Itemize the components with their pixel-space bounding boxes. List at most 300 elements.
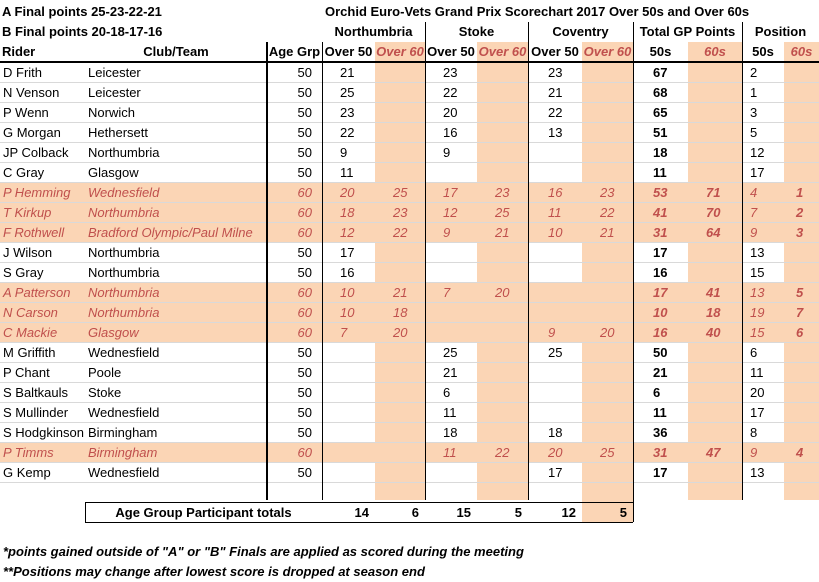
cell-rider: D Frith [3, 65, 42, 80]
header-bottom-border [0, 61, 819, 63]
cell-n50 [322, 343, 375, 363]
cell-rider: JP Colback [3, 145, 69, 160]
cell-t50: 31 [653, 445, 668, 460]
cell-c50 [528, 403, 582, 423]
table-row [0, 363, 819, 383]
table-row [0, 463, 819, 483]
cell-club: Northumbria [88, 265, 160, 280]
cell-c50 [528, 303, 582, 323]
cell-n60 [375, 363, 425, 383]
cell-rider: S Hodgkinson [3, 425, 84, 440]
cell-t50: 50 [653, 345, 668, 360]
cell-n50: 10 [340, 305, 355, 320]
age-grp-header: Age Grp [268, 44, 321, 59]
cell-c60 [582, 103, 633, 123]
cell-p60 [784, 403, 819, 423]
cell-n50 [322, 423, 375, 443]
table-row [0, 343, 819, 363]
cell-t50: 17 [653, 285, 668, 300]
cell-c60 [582, 343, 633, 363]
cell-p50: 1 [750, 85, 758, 100]
cell-n60 [375, 263, 425, 283]
cell-rider: P Hemming [3, 185, 71, 200]
total-60s-header: 60s [704, 44, 726, 59]
cell-p60 [784, 343, 819, 363]
cell-s50: 11 [443, 405, 457, 420]
cell-s50: 18 [443, 425, 458, 440]
totals-stoke-50: 15 [456, 505, 471, 520]
cell-p60: 7 [796, 305, 804, 320]
cell-n50: 23 [340, 105, 355, 120]
cell-t60 [688, 363, 742, 383]
cell-s50 [425, 263, 477, 283]
cell-rider: N Carson [3, 305, 58, 320]
table-row [0, 303, 819, 323]
cell-p60: 6 [796, 325, 804, 340]
cell-t50: 65 [653, 105, 668, 120]
cell-age: 50 [297, 145, 312, 160]
cell-rider: T Kirkup [3, 205, 52, 220]
cell-club: Wednesfield [88, 345, 160, 360]
cell-c50: 18 [548, 425, 563, 440]
cell-c60: 21 [600, 225, 615, 240]
cell-c50: 25 [548, 345, 563, 360]
cell-t60 [688, 83, 742, 103]
cell-n50: 25 [340, 85, 355, 100]
venue-divider-3 [633, 22, 634, 522]
cell-club: Leicester [88, 85, 141, 100]
cell-s50: 16 [443, 125, 458, 140]
cell-s60 [477, 363, 528, 383]
table-row [0, 323, 819, 343]
cell-s50: 12 [443, 205, 458, 220]
cell-club: Northumbria [88, 285, 160, 300]
header-row-1 [0, 2, 819, 22]
cell-s60 [477, 263, 528, 283]
cell-t60 [688, 163, 742, 183]
cell-s60 [477, 343, 528, 363]
header-row-3 [0, 42, 819, 62]
cell-t50: 51 [653, 125, 668, 140]
cell-s60: 25 [495, 205, 510, 220]
table-row [0, 103, 819, 123]
cell-t60: 70 [706, 205, 721, 220]
cell-age: 50 [297, 365, 312, 380]
cell-t50: 17 [653, 245, 668, 260]
cell-s50: 20 [443, 105, 458, 120]
cell-s60: 20 [495, 285, 510, 300]
cell-club: Birmingham [88, 445, 158, 460]
cell-p50: 7 [750, 205, 758, 220]
cell-c60 [582, 143, 633, 163]
cell-t50: 17 [653, 465, 668, 480]
cell-p50: 2 [750, 65, 758, 80]
cell-t50: 16 [653, 325, 668, 340]
cell-n60: 20 [393, 325, 408, 340]
cell-age: 50 [297, 465, 312, 480]
cell-s60 [477, 463, 528, 483]
cell-c50 [528, 243, 582, 263]
cell-t60 [688, 103, 742, 123]
cell-club: Northumbria [88, 205, 160, 220]
position-60s-header: 60s [790, 44, 813, 59]
cell-club: Wednesfield [88, 185, 160, 200]
cell-c50: 11 [548, 205, 562, 220]
cell-club: Northumbria [88, 245, 160, 260]
cell-c50 [528, 263, 582, 283]
club-header: Club/Team [143, 44, 209, 59]
cell-n60 [375, 343, 425, 363]
cell-n60: 21 [393, 285, 408, 300]
cell-c60 [582, 283, 633, 303]
cell-p50: 20 [750, 385, 765, 400]
totals-coventry-60: 5 [619, 505, 627, 520]
cell-rider: S Gray [3, 265, 44, 280]
cell-p60 [784, 363, 819, 383]
cell-p50: 15 [750, 265, 765, 280]
cell-s50: 17 [443, 185, 458, 200]
cell-s50 [425, 463, 477, 483]
total-50s-header: 50s [649, 44, 672, 59]
total-gp-points-header: Total GP Points [639, 24, 736, 39]
position-header: Position [754, 24, 807, 39]
cell-s50 [425, 323, 477, 343]
cell-rider: N Venson [3, 85, 60, 100]
cell-p60 [784, 383, 819, 403]
cell-t50: 67 [653, 65, 668, 80]
total-divider [742, 22, 743, 500]
cell-c50: 13 [548, 125, 563, 140]
cell-p60: 2 [796, 205, 804, 220]
cell-rider: S Baltkauls [3, 385, 69, 400]
cell-t60 [688, 403, 742, 423]
cell-p60 [784, 123, 819, 143]
cell-n60 [375, 383, 425, 403]
cell-t60 [688, 383, 742, 403]
cell-p60: 3 [796, 225, 804, 240]
cell-s50: 9 [443, 145, 451, 160]
cell-c50 [528, 283, 582, 303]
stoke-over60-header: Over 60 [478, 44, 527, 59]
cell-p50: 19 [750, 305, 765, 320]
venue-coventry: Coventry [552, 24, 609, 39]
cell-n50: 11 [340, 165, 354, 180]
cell-c60 [582, 403, 633, 423]
cell-club: Poole [88, 365, 122, 380]
cell-club: Glasgow [88, 165, 139, 180]
cell-t50: 41 [653, 205, 668, 220]
table-row [0, 203, 819, 223]
cell-s60 [477, 123, 528, 143]
cell-n50: 18 [340, 205, 355, 220]
cell-p60 [784, 243, 819, 263]
totals-left-border [85, 502, 86, 523]
cell-p50: 8 [750, 425, 758, 440]
age-grp-left-border [266, 42, 268, 500]
cell-n60: 25 [393, 185, 408, 200]
cell-n60: 22 [393, 225, 408, 240]
cell-s50: 21 [443, 365, 458, 380]
cell-c50 [528, 163, 582, 183]
cell-c50: 22 [548, 105, 563, 120]
cell-c50: 10 [548, 225, 563, 240]
header-row-2 [0, 22, 819, 42]
cell-c60 [582, 63, 633, 83]
table-row [0, 243, 819, 263]
cell-s60 [477, 103, 528, 123]
cell-n60 [375, 63, 425, 83]
cell-n50: 10 [340, 285, 355, 300]
table-row [0, 123, 819, 143]
cell-n50: 16 [340, 265, 355, 280]
cell-s60: 23 [495, 185, 510, 200]
cell-c60 [582, 123, 633, 143]
cell-club: Stoke [88, 385, 122, 400]
cell-s60 [477, 383, 528, 403]
coventry-over50-header: Over 50 [531, 44, 579, 59]
cell-club: Birmingham [88, 425, 158, 440]
table-row [0, 223, 819, 243]
cell-p60 [784, 263, 819, 283]
cell-age: 60 [297, 285, 312, 300]
cell-p60 [784, 63, 819, 83]
table-row [0, 383, 819, 403]
cell-age: 50 [297, 405, 312, 420]
venue-divider-1 [425, 22, 426, 500]
cell-s50: 11 [443, 445, 457, 460]
cell-s50: 23 [443, 65, 458, 80]
cell-t60 [688, 423, 742, 443]
cell-s60: 21 [495, 225, 510, 240]
cell-s60: 22 [495, 445, 510, 460]
cell-age: 50 [297, 165, 312, 180]
cell-p60: 5 [796, 285, 804, 300]
cell-rider: C Gray [3, 165, 45, 180]
table-row [0, 63, 819, 83]
totals-row [0, 503, 819, 523]
totals-top-border [85, 502, 633, 503]
cell-c60 [582, 243, 633, 263]
venue-stoke: Stoke [458, 24, 495, 39]
cell-n50: 20 [340, 185, 355, 200]
cell-c50 [528, 143, 582, 163]
cell-t50: 11 [653, 405, 667, 420]
cell-p50: 9 [750, 225, 758, 240]
table-row [0, 443, 819, 463]
cell-c60 [582, 83, 633, 103]
cell-p50: 5 [750, 125, 758, 140]
cell-c60 [582, 463, 633, 483]
cell-club: Bradford Olympic/Paul Milne [88, 225, 253, 240]
cell-t60 [688, 123, 742, 143]
cell-s50: 9 [443, 225, 451, 240]
cell-n50: 12 [340, 225, 355, 240]
venue-northumbria: Northumbria [334, 24, 413, 39]
cell-s60 [477, 403, 528, 423]
cell-n60 [375, 103, 425, 123]
cell-p50: 9 [750, 445, 758, 460]
cell-age: 50 [297, 265, 312, 280]
cell-n60 [375, 143, 425, 163]
a-final-points: A Final points 25-23-22-21 [2, 4, 162, 19]
totals-bottom-border [85, 522, 633, 523]
cell-t50: 11 [653, 165, 667, 180]
cell-c60: 23 [600, 185, 615, 200]
cell-c60 [582, 363, 633, 383]
cell-rider: J Wilson [3, 245, 53, 260]
cell-club: Norwich [88, 105, 135, 120]
table-row [0, 283, 819, 303]
cell-t60: 40 [706, 325, 721, 340]
cell-t50: 18 [653, 145, 668, 160]
cell-c50: 17 [548, 465, 563, 480]
cell-n60 [375, 423, 425, 443]
cell-rider: G Morgan [3, 125, 61, 140]
cell-n50 [322, 363, 375, 383]
cell-p50: 3 [750, 105, 758, 120]
cell-s60 [477, 303, 528, 323]
cell-s50: 25 [443, 345, 458, 360]
venue-divider-2 [528, 22, 529, 500]
cell-age: 60 [297, 445, 312, 460]
cell-p60 [784, 83, 819, 103]
cell-s50: 6 [443, 385, 451, 400]
table-row [0, 423, 819, 443]
cell-t60 [688, 343, 742, 363]
cell-n60 [375, 243, 425, 263]
cell-s50: 22 [443, 85, 458, 100]
cell-n50 [322, 443, 375, 463]
page-title: Orchid Euro-Vets Grand Prix Scorechart 2017 Over 50s and Over 60s [325, 4, 750, 19]
cell-p50: 4 [750, 185, 758, 200]
cell-age: 60 [297, 205, 312, 220]
cell-rider: P Wenn [3, 105, 49, 120]
cell-rider: A Patterson [3, 285, 71, 300]
age-grp-right-border [322, 42, 323, 500]
cell-age: 60 [297, 325, 312, 340]
cell-n50 [322, 403, 375, 423]
cell-n60 [375, 163, 425, 183]
cell-n60 [375, 443, 425, 463]
cell-n60: 23 [393, 205, 408, 220]
cell-p50: 11 [750, 365, 764, 380]
cell-n50: 17 [340, 245, 355, 260]
cell-p50: 13 [750, 285, 765, 300]
cell-p50: 13 [750, 465, 765, 480]
cell-p60 [784, 103, 819, 123]
totals-northumbria-60: 6 [411, 505, 419, 520]
coventry-over60-header: Over 60 [583, 44, 632, 59]
totals-coventry-50: 12 [561, 505, 576, 520]
cell-age: 50 [297, 65, 312, 80]
cell-t50: 68 [653, 85, 668, 100]
cell-n50: 22 [340, 125, 355, 140]
cell-c60 [582, 163, 633, 183]
cell-t60: 64 [706, 225, 721, 240]
cell-rider: F Rothwell [3, 225, 65, 240]
cell-c50 [528, 363, 582, 383]
cell-age: 50 [297, 245, 312, 260]
cell-s60 [477, 143, 528, 163]
cell-club: Wednesfield [88, 405, 160, 420]
cell-age: 60 [297, 225, 312, 240]
cell-s60 [477, 243, 528, 263]
cell-s60 [477, 163, 528, 183]
rider-header: Rider [2, 44, 36, 59]
stoke-over50-header: Over 50 [427, 44, 475, 59]
cell-c50: 21 [548, 85, 563, 100]
cell-n60 [375, 83, 425, 103]
cell-p60 [784, 423, 819, 443]
cell-t50: 6 [653, 385, 661, 400]
cell-c60 [582, 423, 633, 443]
cell-t50: 36 [653, 425, 668, 440]
cell-p50: 17 [750, 405, 765, 420]
cell-club: Leicester [88, 65, 141, 80]
footnote-2: **Positions may change after lowest score is dropped at season end [3, 564, 425, 579]
totals-stoke-60: 5 [514, 505, 522, 520]
cell-s60 [477, 423, 528, 443]
cell-rider: G Kemp [3, 465, 51, 480]
cell-p60: 4 [796, 445, 804, 460]
cell-t60 [688, 463, 742, 483]
cell-rider: C Mackie [3, 325, 58, 340]
cell-rider: P Timms [3, 445, 54, 460]
cell-age: 50 [297, 105, 312, 120]
cell-s50 [425, 303, 477, 323]
table-row [0, 143, 819, 163]
cell-c50: 9 [548, 325, 556, 340]
cell-rider: S Mullinder [3, 405, 69, 420]
table-row [0, 183, 819, 203]
cell-c50: 16 [548, 185, 563, 200]
northumbria-over60-header: Over 60 [376, 44, 424, 59]
cell-c50: 23 [548, 65, 563, 80]
cell-t60: 41 [706, 285, 721, 300]
cell-age: 60 [297, 185, 312, 200]
cell-c50: 20 [548, 445, 563, 460]
table-row [0, 163, 819, 183]
cell-age: 50 [297, 85, 312, 100]
cell-s60 [477, 323, 528, 343]
cell-n60: 18 [393, 305, 408, 320]
cell-club: Northumbria [88, 305, 160, 320]
cell-p60 [784, 163, 819, 183]
cell-s50 [425, 163, 477, 183]
cell-t60 [688, 243, 742, 263]
cell-n50 [322, 463, 375, 483]
cell-age: 60 [297, 305, 312, 320]
cell-s60 [477, 63, 528, 83]
cell-age: 50 [297, 385, 312, 400]
cell-rider: M Griffith [3, 345, 56, 360]
cell-age: 50 [297, 125, 312, 140]
cell-p50: 12 [750, 145, 765, 160]
cell-t50: 10 [653, 305, 668, 320]
cell-n60 [375, 403, 425, 423]
cell-t60: 18 [706, 305, 721, 320]
cell-n60 [375, 463, 425, 483]
cell-club: Wednesfield [88, 465, 160, 480]
northumbria-over50-header: Over 50 [324, 44, 373, 59]
cell-club: Glasgow [88, 325, 139, 340]
table-row [0, 403, 819, 423]
b-final-points: B Final points 20-18-17-16 [2, 24, 163, 39]
footnote-1: *points gained outside of "A" or "B" Finals are applied as scored during the meeting [3, 544, 524, 559]
cell-s60 [477, 83, 528, 103]
cell-t50: 31 [653, 225, 668, 240]
cell-n50: 9 [340, 145, 348, 160]
